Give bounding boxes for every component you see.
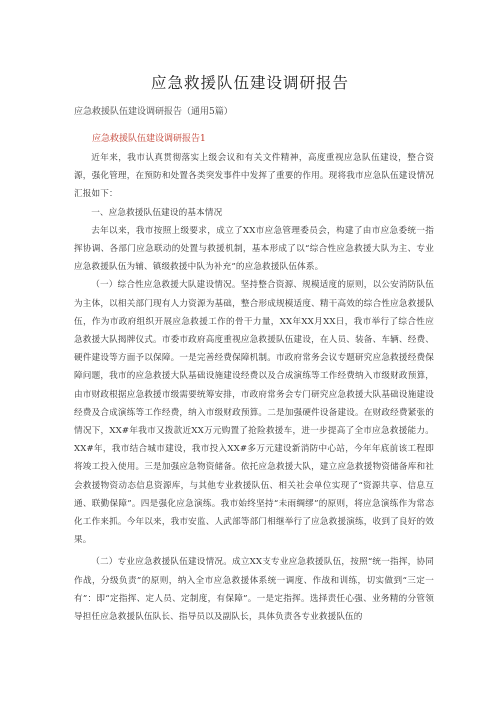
section-heading: 一、应急救援队伍建设的基本情况 xyxy=(91,207,223,218)
article-heading: 应急救援队伍建设调研报告1 xyxy=(92,134,206,144)
document-body xyxy=(74,149,434,626)
paragraph-intro: 近年来，我市认真贯彻落实上级会议和有关文件精神，高度重视应急队伍建设，整合资源，强化管理，在预防和处置各类突发事件中发挥了重要的作用。现将我市应急队伍建设情况汇报如下： xyxy=(74,153,434,200)
paragraph-overview: 去年以来，我市按照上级要求，成立了XX市应急管理委员会，构建了由市应急委统一指挥协调、各部门应急联动的处置与救援机制，基本形成了以“综合性应急救援大队为主、专业应急救援队伍为辅、镇级救援中队为补充”的应急救援队伍体系。 xyxy=(74,225,434,273)
document-title: 应急救援队伍建设调研报告 xyxy=(150,74,349,92)
paragraph-section-1: （一）综合性应急救援大队建设情况。坚持整合资源、规模适度的原则，以公安消防队伍为主体，以相关部门现有人力资源为基础，整合形成规模适度、精干高效的综合性应急救援队伍，作为市政府组织开展应急救援工作的骨干力量，XX年XX月XX日，我市举行了综合性应急救援大队揭牌仪式。市委市政府高度重视应急救援队伍建设，在人员、装备、车辆、经费、硬件建设等方面予以保障。一是完善经费保障机制。市政府常务会议专题研究应急救援经费保障问题，我市的应急救援大队基础设施建设经费以及合成演练等工作经费纳入市级财政预算，由市财政根据应急救援市级需要统筹安排，市政府常务会专门研究应急救援大队基础设施建设经费及合成演练等工作经费，纳入市级财政预算。二是加强硬件设备建设。在财政经费紧张的情况下，XX#年我市又拨款近XX万元购置了抢险救援车，进一步提高了全市应急救援能力。XX#年，我市结合城市建设，我市投入XX#多万元建设新消防中心站，今年年底前该工程即将竣工投入使用。三是加强应急物资储备。依托应急救援大队，建立应急救援物资储备库和社会救援物资动态信息资源库，与其他专业救援队伍、相关社会单位实现了“资源共享、信息互通、联勤保障”。四是强化应急演练。我市始终坚持“未雨绸缪”的原则，将应急演练作为常态化工作来抓。今年以来，我市安监、人武部等部门相继举行了应急救援演练，收到了良好的效果。 xyxy=(74,280,434,546)
document-subtitle: 应急救援队伍建设调研报告（通用5篇） xyxy=(74,107,233,117)
paragraph-section-2: （二）专业应急救援队伍建设情况。成立XX支专业应急救援队伍，按照“统一指挥，协同作战，分级负责”的原则，纳入全市应急救援体系统一调度、作战和训练，切实做到“三定一有”：即“定指挥、定人员、定制度，有保障”。一是定指挥。选择责任心强、业务精的分管领导担任应急救援队伍队长、指导员以及副队长，具体负责各专业救援队伍的 xyxy=(74,557,434,623)
